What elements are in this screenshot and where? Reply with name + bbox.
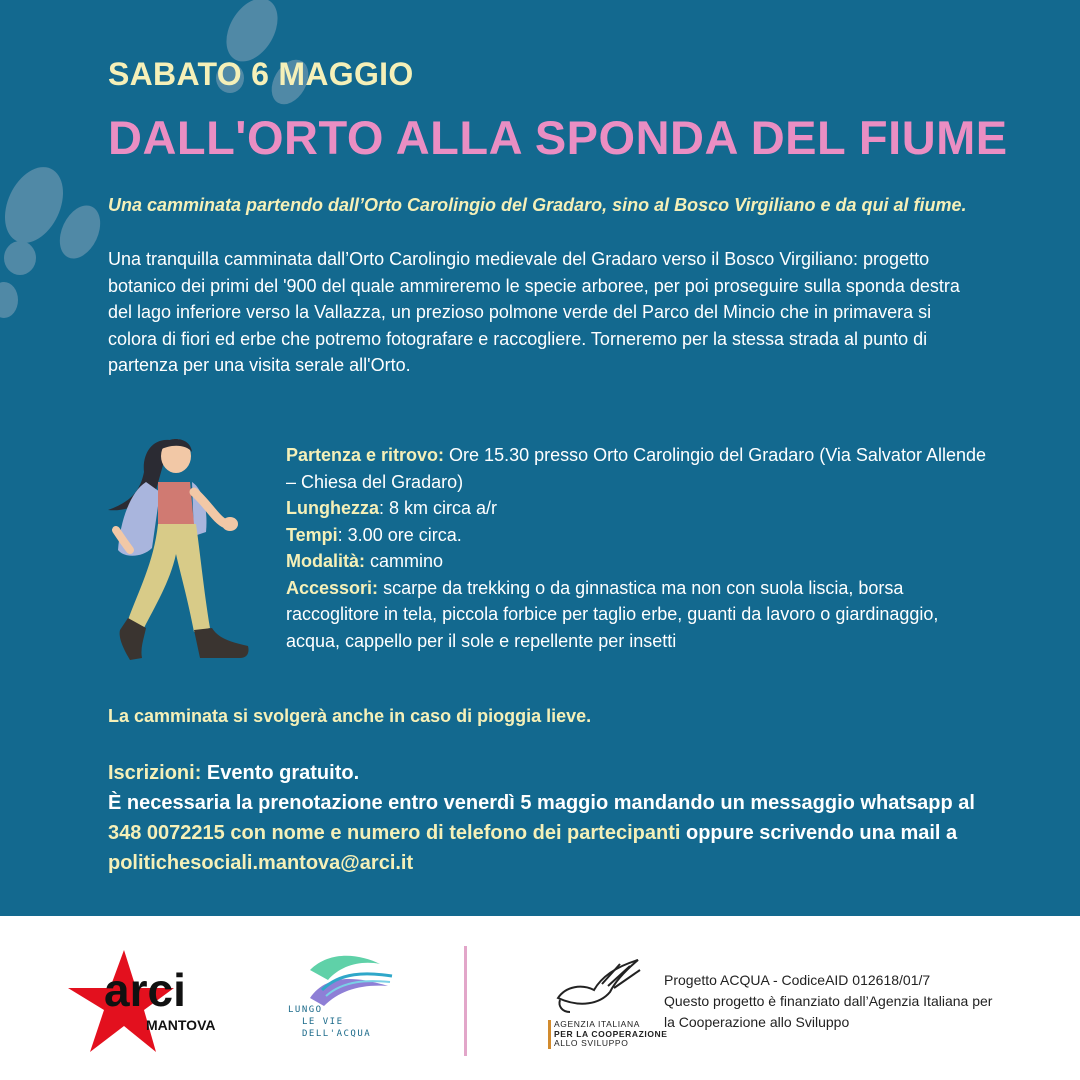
rain-note: La camminata si svolgerà anche in caso di pioggia lieve. [108, 706, 592, 726]
lungo-le-vie-logo[interactable] [270, 950, 400, 1010]
event-lead: Una camminata partendo dall’Orto Carolingio del Gradaro, sino al Bosco Virgiliano e da qui al fiume. [108, 195, 967, 215]
project-code: Progetto ACQUA - CodiceAID 012618/01/7 [664, 972, 931, 988]
registration-text-2: con nome e numero di telefono dei partecipanti [224, 822, 681, 844]
registration-label: Iscrizioni: [108, 762, 202, 784]
registration-text-1: È necessaria la prenotazione entro venerdì 5 maggio mandando un messaggio whatsapp al [108, 792, 975, 814]
footer-divider [464, 946, 467, 1056]
detail-value-accessories: scarpe da trekking o da ginnastica ma non con suola liscia, borsa raccoglitore in tela, piccola forbice per taglio erbe, guanti da lavoro o giardinaggio, acqua, cappello per il sole e repellente per insetti [286, 577, 939, 651]
arci-star-logo[interactable] [62, 948, 222, 1058]
event-description: Una tranquilla camminata dall’Orto Carolingio medievale del Gradaro verso il Bosco Virgiliano: progetto botanico dei primi del '900 del quale ammireremo le specie arboree, per poi proseguire sulla sponda destra del lago inferiore verso la Vallazza, un prezioso polmone verde del Parco del Mincio che in primavera si colora di fiori ed erbe che potremo fotografare e raccogliere. Torneremo per la stessa strada al punto di partenza per una visita serale all'Orto. [108, 249, 960, 375]
detail-label-accessories: Accessori: [286, 577, 379, 598]
aics-line-1: AGENZIA ITALIANA [554, 1019, 640, 1029]
detail-label-length: Lunghezza [286, 498, 379, 518]
detail-value-departure: Ore 15.30 presso Orto Carolingio del Gradaro (Via Salvator Allende – Chiesa del Gradaro) [286, 445, 987, 492]
detail-value-length: : 8 km circa a/r [379, 498, 498, 518]
project-funding-note [664, 970, 994, 1033]
lungo-line-1: LUNGO [288, 1005, 323, 1015]
detail-label-departure: Partenza e ritrovo: [286, 445, 445, 465]
lungo-line-2: LE VIE [302, 1017, 344, 1027]
aics-line-3: ALLO SVILUPPO [554, 1038, 629, 1048]
registration-free: Evento gratuito. [201, 762, 360, 784]
dove-logo[interactable] [540, 956, 650, 1018]
registration-text-3: oppure scrivendo una mail a [680, 822, 958, 844]
event-details [286, 442, 986, 654]
arci-logo-text: arci [104, 964, 186, 1016]
registration-info [108, 758, 1008, 878]
walking-woman-illustration [100, 432, 260, 672]
detail-label-time: Tempi [286, 524, 338, 545]
event-date: SABATO 6 MAGGIO [108, 56, 414, 92]
registration-email-link[interactable]: politichesociali.mantova@arci.it [108, 852, 414, 874]
arci-city: MANTOVA [146, 1017, 216, 1033]
lungo-le-vie-text [288, 1004, 371, 1040]
detail-value-time: : 3.00 ore circa. [337, 524, 462, 545]
detail-label-mode: Modalità: [286, 551, 365, 571]
aics-text [548, 1020, 668, 1049]
project-funding: Questo progetto è finanziato dall’Agenzia Italiana per la Cooperazione allo Sviluppo [664, 993, 993, 1030]
event-title: DALL'ORTO ALLA SPONDA DEL FIUME [108, 111, 1008, 164]
lungo-line-3: DELL'ACQUA [302, 1029, 372, 1039]
sponsor-footer [0, 916, 1080, 1080]
detail-value-mode: cammino [365, 551, 444, 571]
aics-line-2: PER LA COOPERAZIONE [554, 1028, 668, 1039]
registration-phone[interactable]: 348 0072215 [108, 822, 225, 844]
